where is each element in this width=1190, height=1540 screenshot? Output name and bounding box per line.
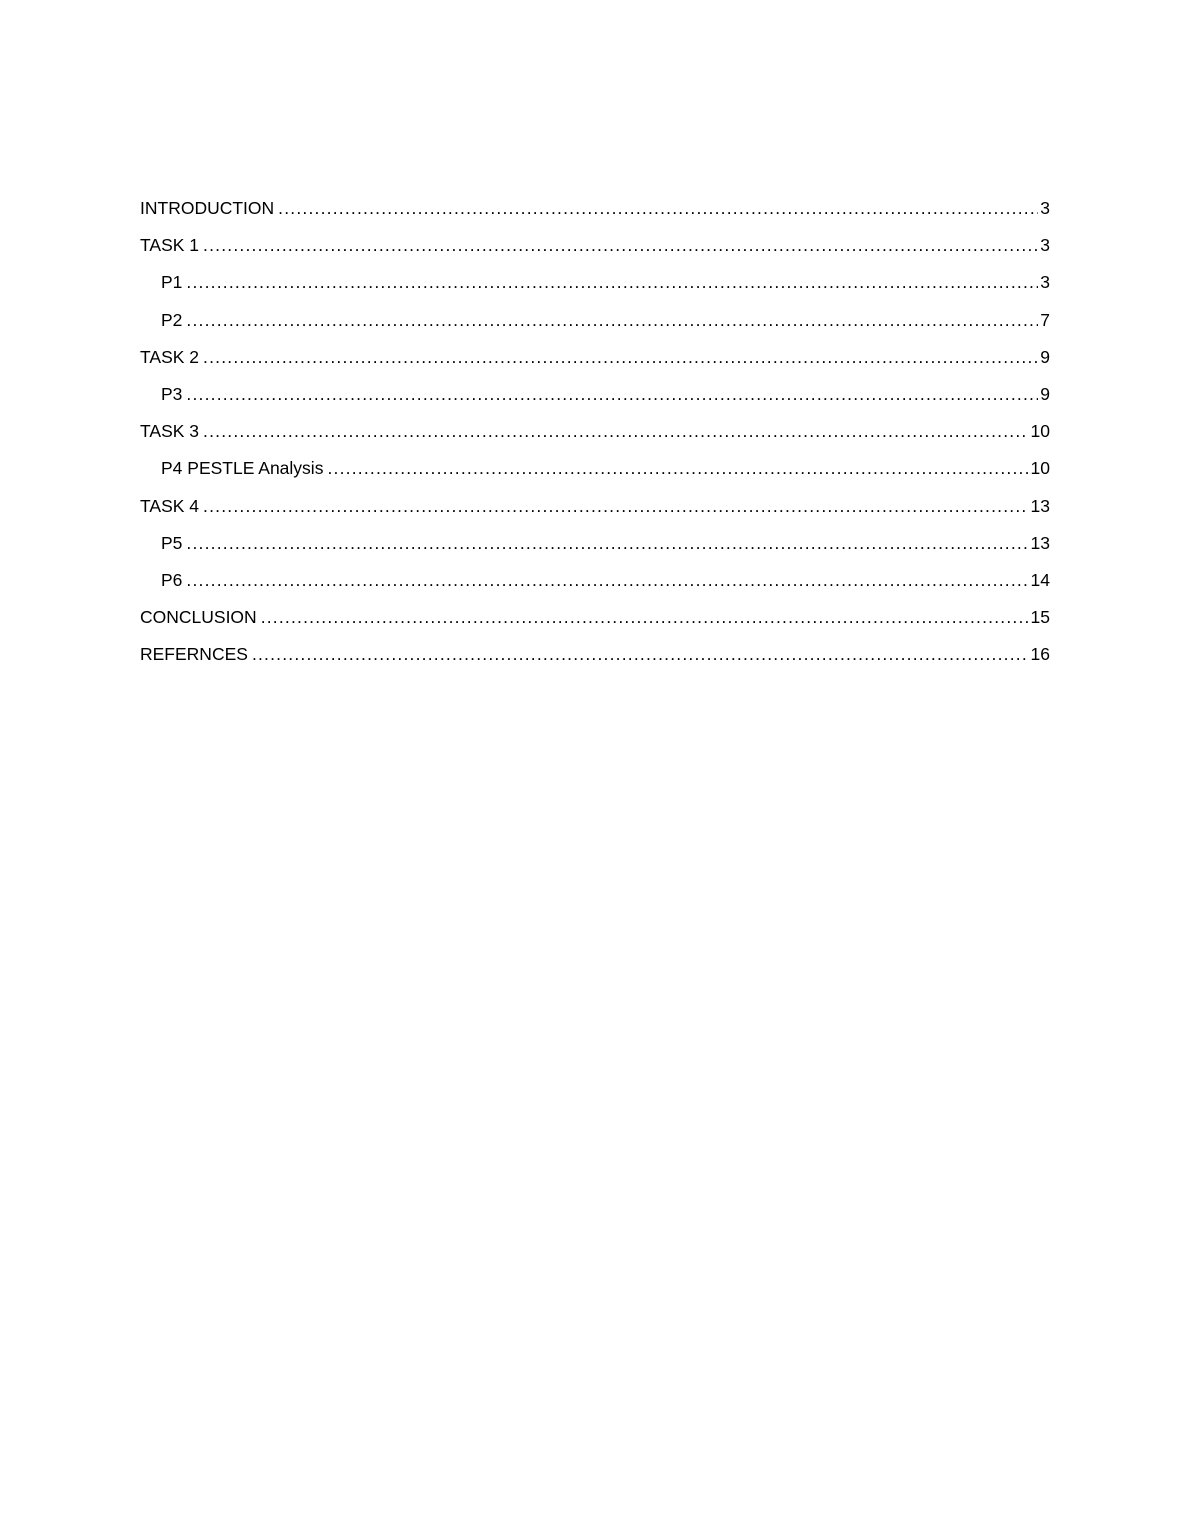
toc-page-number: 3 <box>1040 235 1050 256</box>
toc-dot-leader <box>252 636 1029 673</box>
toc-page-number: 9 <box>1040 383 1050 404</box>
toc-entry-refernces[interactable] <box>140 636 1050 673</box>
toc-entry-label: P6 <box>161 569 183 590</box>
toc-entry-p3[interactable] <box>140 376 1050 413</box>
toc-entry-p1[interactable] <box>140 264 1050 301</box>
toc-entry-label: TASK 2 <box>140 346 200 367</box>
toc-entry-label: REFERNCES <box>140 644 248 665</box>
toc-page-number: 7 <box>1040 309 1050 330</box>
toc-page-number: 9 <box>1040 346 1050 367</box>
toc-entry-task-2[interactable] <box>140 339 1050 376</box>
toc-page-number: 10 <box>1030 458 1050 479</box>
toc-entry-p6[interactable] <box>140 562 1050 599</box>
toc-dot-leader <box>203 227 1038 264</box>
toc-page-number: 10 <box>1030 421 1050 442</box>
toc-dot-leader <box>186 562 1028 599</box>
toc-page-number: 3 <box>1040 198 1050 218</box>
toc-entry-label: INTRODUCTION <box>140 198 275 218</box>
table-of-contents <box>140 190 1050 673</box>
toc-page-number: 3 <box>1040 272 1050 293</box>
toc-dot-leader <box>203 339 1038 376</box>
toc-entry-task-3[interactable] <box>140 413 1050 450</box>
toc-page-number: 13 <box>1030 532 1050 553</box>
toc-entry-conclusion[interactable] <box>140 599 1050 636</box>
toc-entry-task-4[interactable] <box>140 488 1050 525</box>
toc-page-number: 13 <box>1030 495 1050 516</box>
toc-entry-label: P2 <box>161 309 183 330</box>
toc-dot-leader <box>261 599 1029 636</box>
toc-entry-task-1[interactable] <box>140 227 1050 264</box>
toc-page-number: 16 <box>1030 644 1050 665</box>
toc-entry-label: P3 <box>161 383 183 404</box>
toc-entry-label: P4 PESTLE Analysis <box>161 458 324 479</box>
toc-dot-leader <box>186 264 1038 301</box>
toc-page-number: 15 <box>1030 607 1050 628</box>
toc-dot-leader <box>186 302 1038 339</box>
toc-entry-p5[interactable] <box>140 525 1050 562</box>
toc-entry-label: P1 <box>161 272 183 293</box>
toc-page-number: 14 <box>1030 569 1050 590</box>
toc-dot-leader <box>186 525 1028 562</box>
toc-entry-label: CONCLUSION <box>140 607 257 628</box>
toc-dot-leader <box>327 450 1028 487</box>
toc-dot-leader <box>278 190 1038 227</box>
toc-entry-p4-pestle-analysis[interactable] <box>140 450 1050 487</box>
toc-entry-introduction[interactable] <box>140 190 1050 227</box>
toc-entry-label: TASK 1 <box>140 235 200 256</box>
toc-entry-label: TASK 3 <box>140 421 200 442</box>
toc-dot-leader <box>186 376 1038 413</box>
toc-dot-leader <box>203 413 1029 450</box>
toc-entry-label: TASK 4 <box>140 495 200 516</box>
toc-dot-leader <box>203 488 1029 525</box>
toc-entry-p2[interactable] <box>140 302 1050 339</box>
toc-entry-label: P5 <box>161 532 183 553</box>
